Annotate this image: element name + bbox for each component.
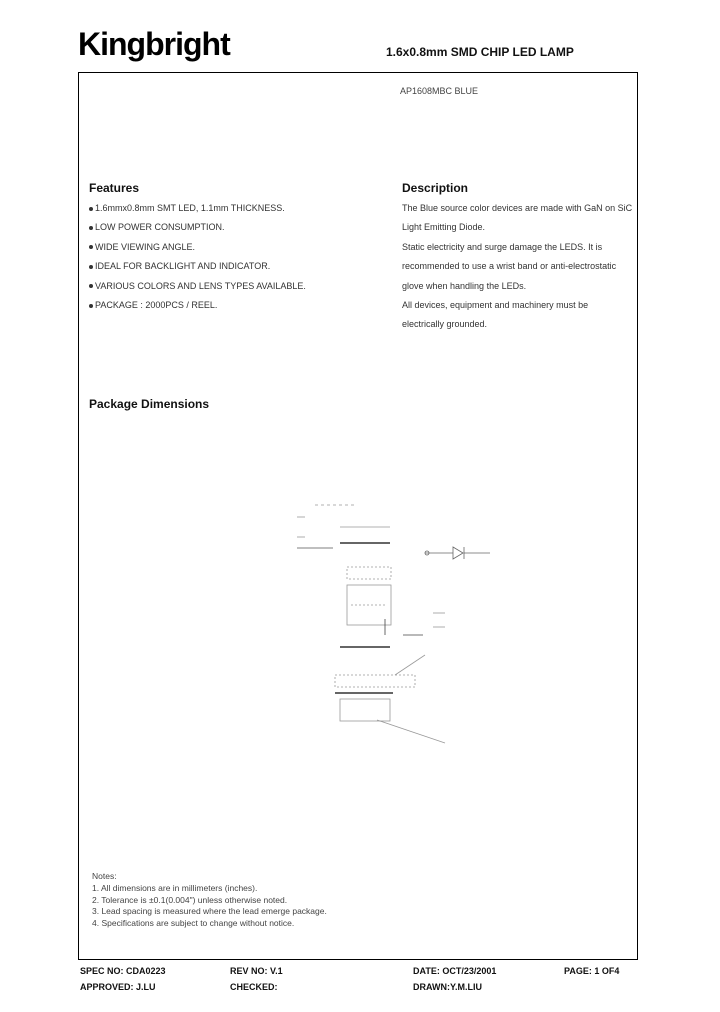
description-text <box>402 203 632 339</box>
description-line: Static electricity and surge damage the LEDS. It is <box>402 241 603 252</box>
drawing-line <box>377 720 445 743</box>
drawing-line <box>347 567 391 579</box>
list-item: LOW POWER CONSUMPTION. <box>89 222 306 241</box>
description-line: recommended to use a wrist band or anti-electrostatic <box>402 261 617 272</box>
drawing-line <box>335 675 415 687</box>
bullet-icon <box>89 304 93 308</box>
page-number: PAGE: 1 OF4 <box>564 966 620 976</box>
description-line: electrically grounded. <box>402 319 488 330</box>
features-heading: Features <box>89 181 140 195</box>
bullet-icon <box>89 207 93 211</box>
package-drawing <box>285 495 515 755</box>
list-item: WIDE VIEWING ANGLE. <box>89 242 306 261</box>
drawing-line <box>340 699 390 721</box>
list-item: PACKAGE : 2000PCS / REEL. <box>89 300 306 319</box>
list-item: IDEAL FOR BACKLIGHT AND INDICATOR. <box>89 261 306 280</box>
note-item: 3. Lead spacing is measured where the lead emerge package. <box>92 906 327 916</box>
bullet-icon <box>89 265 93 269</box>
document-title: 1.6x0.8mm SMD CHIP LED LAMP <box>386 45 574 59</box>
checked-by: CHECKED: <box>230 982 278 992</box>
spec-number: SPEC NO: CDA0223 <box>80 966 166 976</box>
description-line: All devices, equipment and machinery must be <box>402 299 589 310</box>
part-number: AP1608MBC BLUE <box>400 86 479 96</box>
description-line: glove when handling the LEDs. <box>402 280 527 291</box>
list-item: VARIOUS COLORS AND LENS TYPES AVAILABLE. <box>89 281 306 300</box>
bullet-icon <box>89 226 93 230</box>
features-list <box>89 203 306 319</box>
drawing-line <box>395 655 425 675</box>
notes <box>92 871 327 929</box>
note-item: 4. Specifications are subject to change without notice. <box>92 917 295 928</box>
notes-heading: Notes: <box>92 871 117 881</box>
note-item: 1. All dimensions are in millimeters (inches). <box>92 883 258 893</box>
kingbright-logo: Kingbright <box>78 26 230 62</box>
approved-by: APPROVED: J.LU <box>80 982 156 992</box>
note-item: 2. Tolerance is ±0.1(0.004") unless otherwise noted. <box>92 894 288 905</box>
bullet-icon <box>89 245 93 249</box>
description-heading: Description <box>402 181 469 195</box>
description-line: The Blue source color devices are made with GaN on SiC <box>402 203 633 213</box>
description-line: Light Emitting Diode. <box>402 222 486 233</box>
revision-number: REV NO: V.1 <box>230 966 283 976</box>
diode-icon <box>453 547 463 559</box>
list-item: 1.6mmx0.8mm SMT LED, 1.1mm THICKNESS. <box>89 203 306 222</box>
document-date: DATE: OCT/23/2001 <box>413 966 497 976</box>
drawn-by: DRAWN:Y.M.LIU <box>413 982 482 992</box>
package-dimensions-heading: Package Dimensions <box>89 397 210 411</box>
bullet-icon <box>89 284 93 288</box>
